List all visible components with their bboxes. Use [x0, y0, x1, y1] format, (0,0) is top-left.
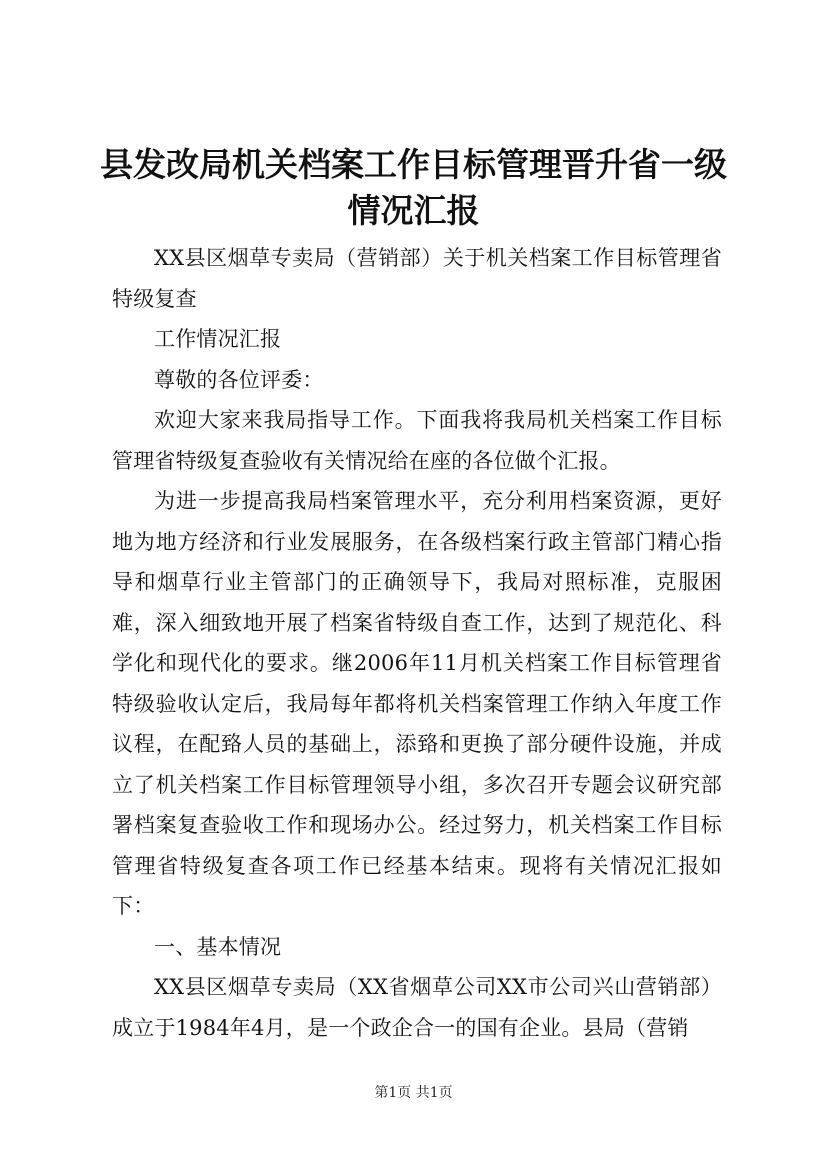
paragraph-salutation: 尊敬的各位评委：	[154, 367, 324, 392]
section-heading-basic-info: 一、基本情况	[154, 934, 282, 959]
page-footer: 第1页 共1页	[374, 1085, 453, 1101]
paragraph-overview: 为进一步提高我局档案管理水平，充分利用档案资源，更好地为地方经济和行业发展服务，在各级档案行政主管部门精心指导和烟草行业主管部门的正确领导下，我局对照标准，克服困难，深入细致地开展了档案省特级自查工作，达到了规范化、科学化和现代化的要求。继2006年11月机关档案工作目标管理省特级验收认定后，我局每年都将机关档案管理工作纳入年度工作议程，在配臵人员的基础上，添臵和更换了部分硬件设施，并成立了机关档案工作目标管理领导小组，多次召开专题会议研究部署档案复查验收工作和现场办公。经过努力，机关档案工作目标管理省特级复查各项工作已经基本结束。现将有关情况汇报如下：	[112, 489, 722, 918]
document-title: 县发改局机关档案工作目标管理晋升省一级情况汇报	[100, 145, 727, 230]
paragraph-report-title: 工作情况汇报	[154, 327, 282, 351]
paragraph-subject: XX县区烟草专卖局（营销部）关于机关档案工作目标管理省特级复查	[112, 246, 722, 311]
document-body	[112, 238, 722, 1048]
paragraph-basic-info: XX县区烟草专卖局（XX省烟草公司XX市公司兴山营销部）成立于1984年4月，是一个政企合一的国有企业。县局（营销	[112, 975, 722, 1040]
paragraph-welcome: 欢迎大家来我局指导工作。下面我将我局机关档案工作目标管理省特级复查验收有关情况给在座的各位做个汇报。	[112, 408, 722, 473]
